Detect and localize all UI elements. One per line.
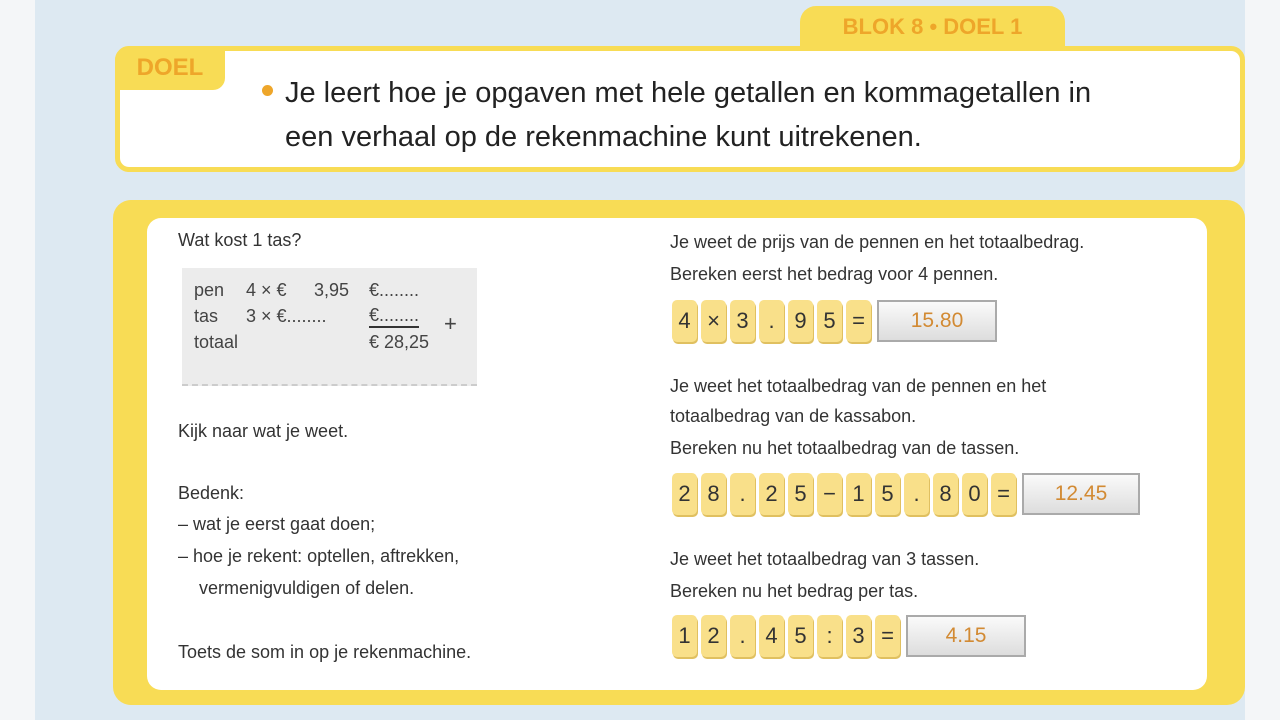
total: €........ [369, 280, 420, 300]
total: € 28,25 [369, 332, 430, 352]
doel-tag: DOEL [115, 48, 225, 90]
label: pen [194, 280, 225, 300]
calculator-display: 15.80 [877, 300, 997, 342]
calculator-key: 5 [817, 300, 842, 342]
calculator-key: . [730, 473, 755, 515]
qty: 3 × €........ [246, 306, 327, 326]
question: Wat kost 1 tas? [178, 230, 302, 250]
calculator-key: 5 [788, 473, 813, 515]
receipt [182, 268, 477, 386]
calculator-key: = [991, 473, 1016, 515]
think-text: Bedenk: [178, 483, 245, 503]
calculator-keys-2 [672, 473, 1140, 515]
price: 3,95 [314, 280, 350, 300]
calculator-key: 1 [846, 473, 871, 515]
calculator-key: 8 [933, 473, 958, 515]
exercise-panel [113, 200, 1245, 705]
calculator-key: : [817, 615, 842, 657]
calculator-key: . [730, 615, 755, 657]
step-text: Bereken eerst het bedrag voor 4 pennen. [670, 264, 999, 284]
calculator-key: − [817, 473, 842, 515]
workbook-page [35, 0, 1245, 720]
goal-line: Je leert hoe je opgaven met hele getallen en kommagetallen in [285, 77, 1092, 109]
qty: 4 × € [246, 280, 287, 300]
goal-text [285, 71, 1235, 159]
goal-line: een verhaal op de rekenmachine kunt uitrekenen. [285, 121, 922, 153]
exercise-content [147, 218, 1207, 690]
step-text: Bereken nu het bedrag per tas. [670, 581, 919, 601]
calculator-key: 8 [701, 473, 726, 515]
look-text: Kijk naar wat je weet. [178, 421, 349, 441]
think-item: – hoe je rekent: optellen, aftrekken, [178, 546, 460, 566]
bullet-icon [262, 85, 273, 96]
calculator-key: × [701, 300, 726, 342]
calculator-key: 2 [701, 615, 726, 657]
calculator-key: 2 [672, 473, 697, 515]
label: totaal [194, 332, 239, 352]
calculator-key: 0 [962, 473, 987, 515]
goal-box [115, 46, 1245, 172]
calculator-key: . [759, 300, 784, 342]
calculator-key: 2 [759, 473, 784, 515]
blok-tab: BLOK 8 • DOEL 1 [800, 6, 1065, 56]
step-text: Bereken nu het totaalbedrag van de tassen. [670, 438, 1020, 458]
calculator-key: 5 [788, 615, 813, 657]
label: tas [194, 306, 219, 326]
calculator-key: 4 [672, 300, 697, 342]
think-item: – wat je eerst gaat doen; [178, 514, 376, 534]
calculator-key: 3 [846, 615, 871, 657]
think-item: vermenigvuldigen of delen. [199, 578, 415, 598]
calculator-keys-3 [672, 615, 1026, 657]
receipt-row [194, 304, 469, 336]
step-text: Je weet het totaalbedrag van de pennen en het [670, 376, 1047, 396]
step-text: Je weet de prijs van de pennen en het totaalbedrag. [670, 232, 1085, 252]
calculator-key: = [846, 300, 871, 342]
calculator-display: 12.45 [1022, 473, 1140, 515]
step-text: Je weet het totaalbedrag van 3 tassen. [670, 549, 980, 569]
calculator-key: 3 [730, 300, 755, 342]
plus-sign: + [444, 311, 457, 336]
calculator-key: . [904, 473, 929, 515]
calculator-key: = [875, 615, 900, 657]
calculator-display: 4.15 [906, 615, 1026, 657]
receipt-row [194, 278, 469, 302]
calculator-key: 5 [875, 473, 900, 515]
enter-text: Toets de som in op je rekenmachine. [178, 642, 472, 662]
calculator-key: 4 [759, 615, 784, 657]
calculator-key: 1 [672, 615, 697, 657]
calculator-key: 9 [788, 300, 813, 342]
total: €........ [369, 304, 419, 328]
calculator-keys-1 [672, 300, 997, 342]
step-text: totaalbedrag van de kassabon. [670, 406, 917, 426]
receipt-row [194, 330, 469, 354]
